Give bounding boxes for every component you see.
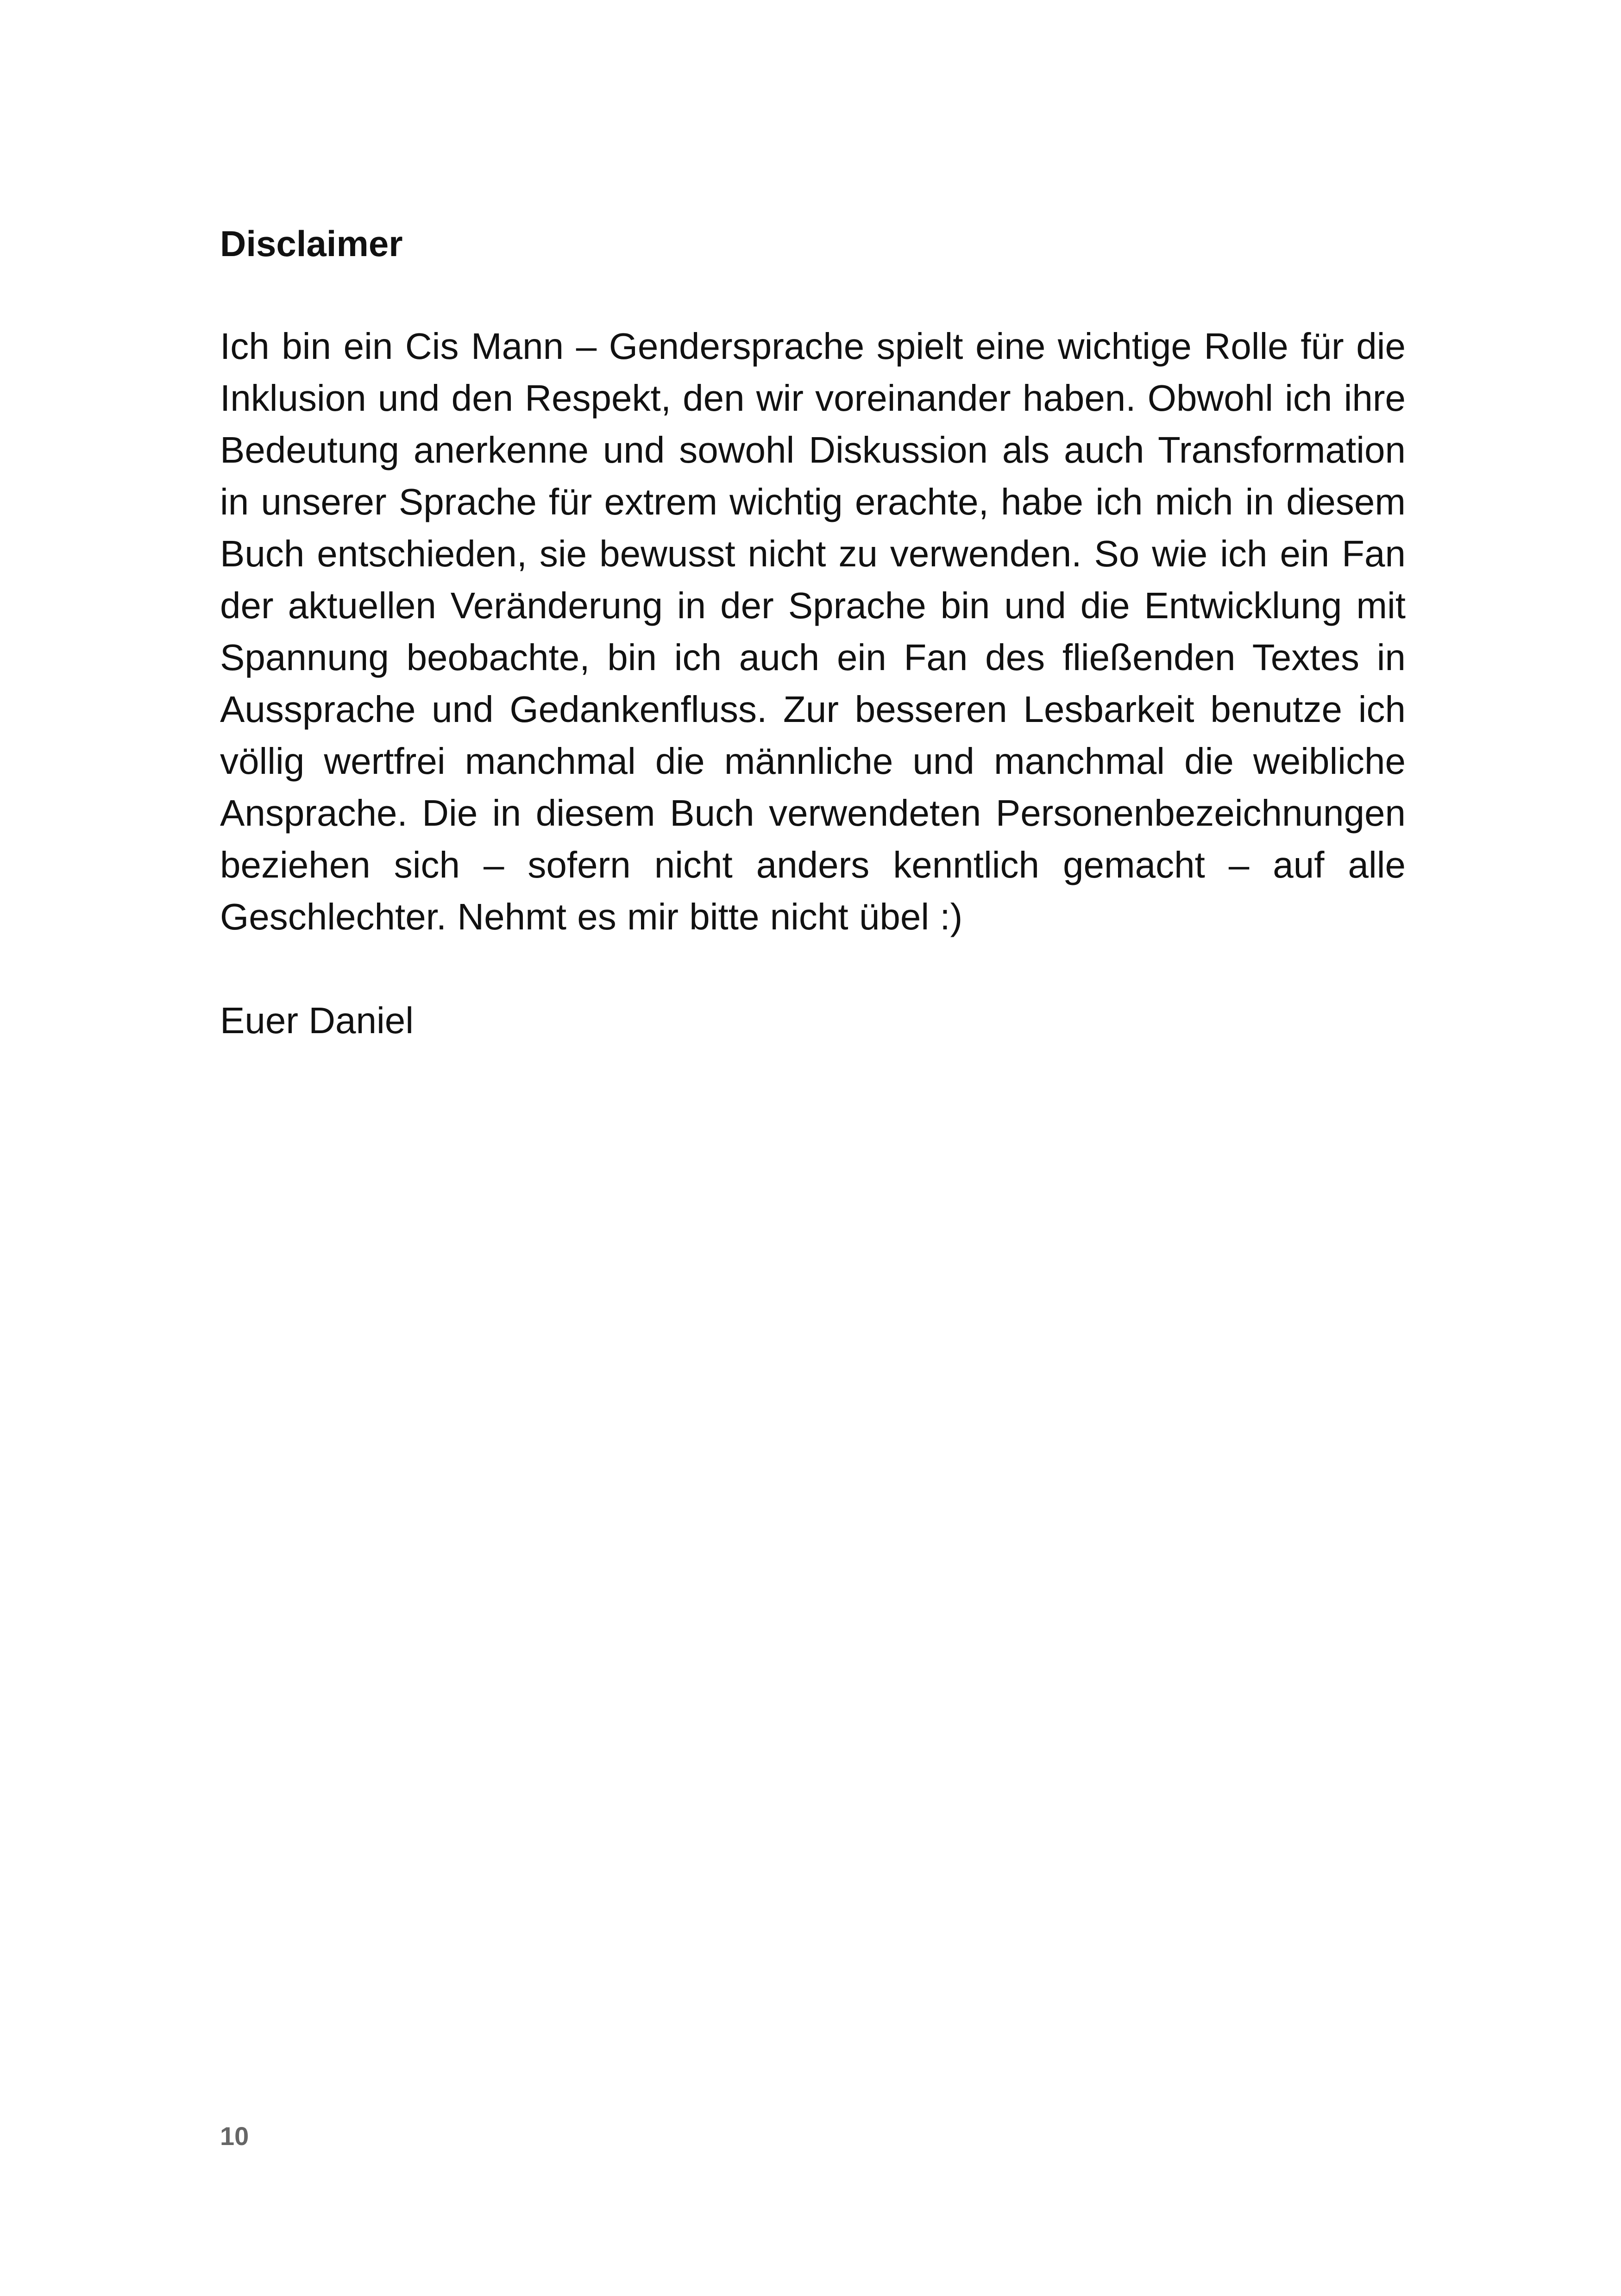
page-content — [220, 222, 1406, 1047]
page-number: 10 — [220, 2121, 249, 2151]
page-heading: Disclaimer — [220, 223, 403, 264]
signature: Euer Daniel — [220, 999, 414, 1041]
disclaimer-paragraph: Ich bin ein Cis Mann – Gendersprache spielt eine wichtige Rolle für die Inklusion und den Respekt, den wir voreinander haben. Obwohl ich ihre Bedeutung anerkenne und sowohl Diskussion als auch Transformation in unserer Sprache für extrem wichtig erachte, habe ich mich in diesem Buch entschieden, sie bewusst nicht zu verwenden. So wie ich ein Fan der aktuellen Veränderung in der Sprache bin und die Entwicklung mit Spannung beobachte, bin ich auch ein Fan des fließenden Textes in Aussprache und Gedankenfluss. Zur besseren Lesbarkeit benutze ich völlig wertfrei manchmal die männliche und manchmal die weibliche Ansprache. Die in diesem Buch verwendeten Personenbezeichnungen beziehen sich – sofern nicht anders kenntlich gemacht – auf alle Geschlechter. Nehmt es mir bitte nicht übel :) — [220, 325, 1406, 937]
